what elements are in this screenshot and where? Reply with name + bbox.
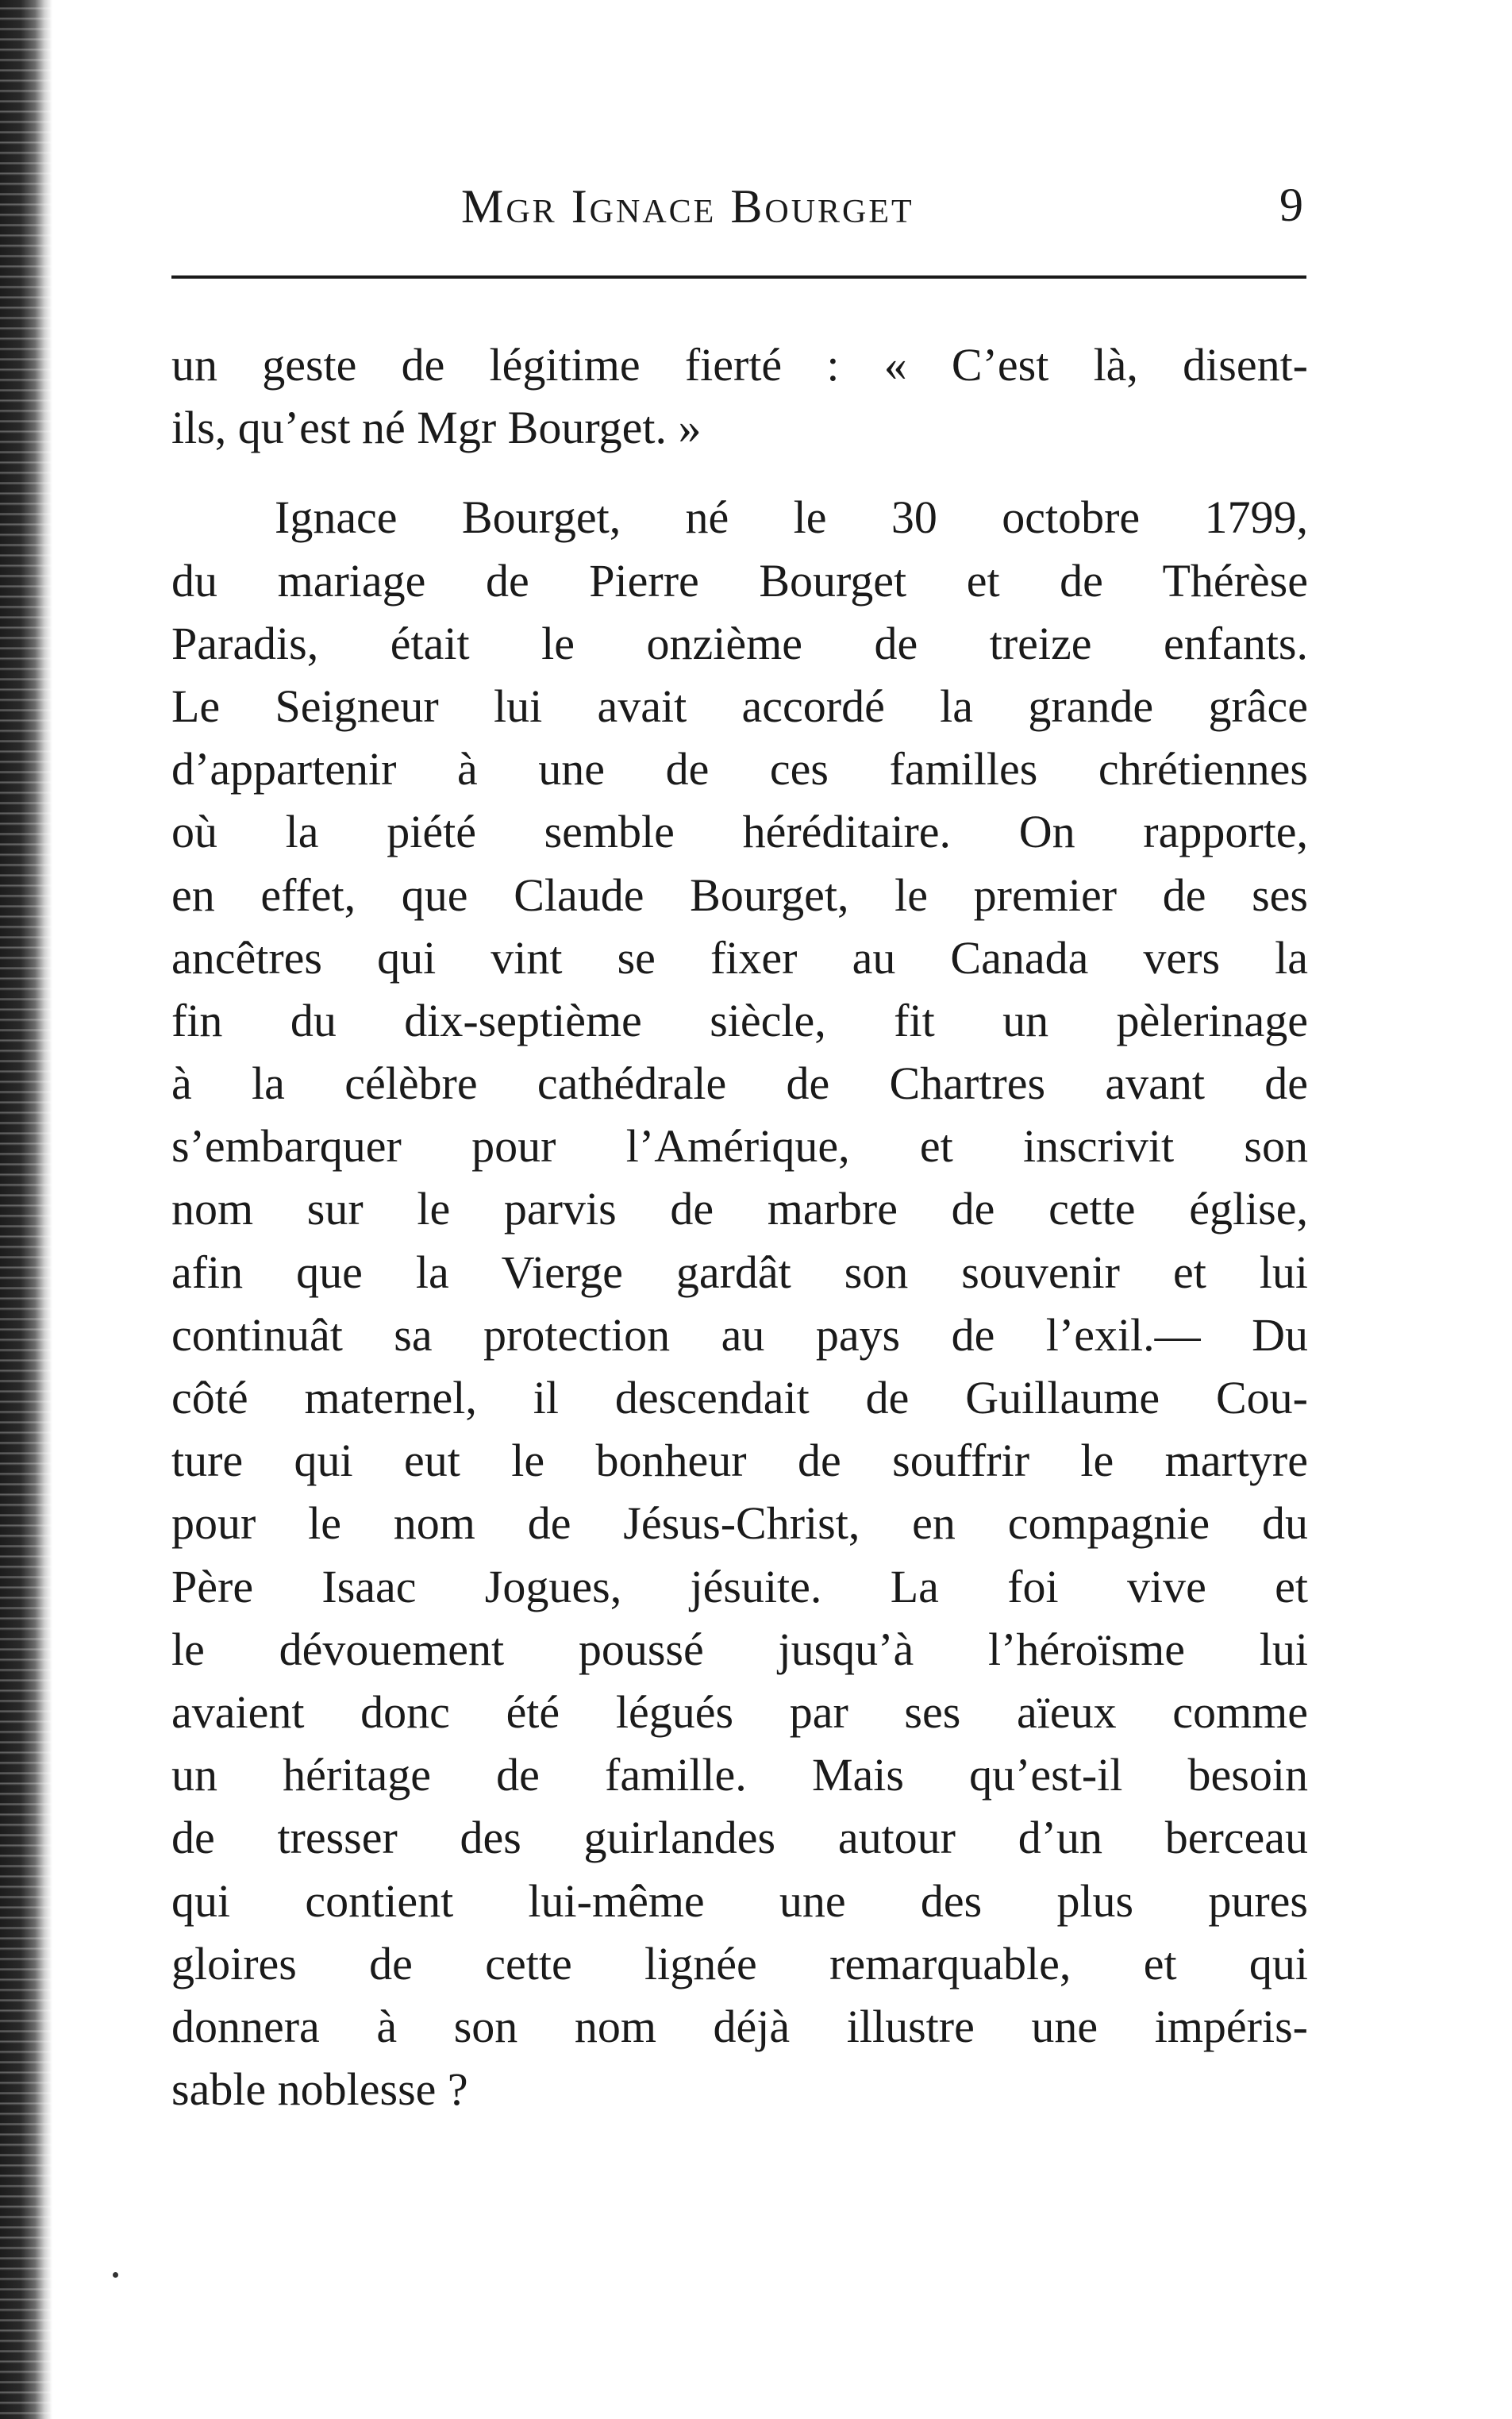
paragraph-gap (171, 459, 1308, 486)
text-line: de tresser des guirlandes autour d’un berceau (171, 1812, 1308, 1864)
text-line: ancêtres qui vint se fixer au Canada vers la (171, 931, 1308, 984)
text-line: sable noblesse ? (171, 2063, 468, 2116)
text-line: du mariage de Pierre Bourget et de Thérèse (171, 554, 1308, 607)
text-line: qui contient lui-même une des plus pures (171, 1874, 1308, 1927)
text-line: Paradis, était le onzième de treize enfants. (171, 617, 1308, 669)
text-line: avaient donc été légués par ses aïeux comme (171, 1685, 1308, 1738)
body-text (171, 333, 1308, 2120)
text-line: pour le nom de Jésus-Christ, en compagnie du (171, 1497, 1308, 1550)
text-line: ture qui eut le bonheur de souffrir le martyre (171, 1435, 1308, 1487)
text-line: un héritage de famille. Mais qu’est-il besoin (171, 1749, 1308, 1801)
text-line: Le Seigneur lui avait accordé la grande grâce (171, 680, 1308, 732)
text-line: Ignace Bourget, né le 30 octobre 1799, (275, 491, 1308, 544)
paragraph-1 (171, 333, 1308, 459)
text-line: en effet, que Claude Bourget, le premier de ses (171, 869, 1308, 921)
text-line: où la piété semble héréditaire. On rapporte, (171, 806, 1308, 858)
ink-speck (113, 2272, 118, 2278)
text-line: d’appartenir à une de ces familles chrétiennes (171, 743, 1308, 795)
text-line: donnera à son nom déjà illustre une impéris- (171, 2000, 1308, 2052)
page-number: 9 (1279, 179, 1303, 231)
paragraph-2 (171, 486, 1308, 2120)
text-line: le dévouement poussé jusqu’à l’héroïsme lui (171, 1623, 1308, 1675)
scanned-binding-edge (0, 0, 52, 2419)
text-line: Père Isaac Jogues, jésuite. La foi vive et (171, 1560, 1308, 1612)
text-line: ils, qu’est né Mgr Bourget. » (171, 402, 702, 454)
text-line: gloires de cette lignée remarquable, et qui (171, 1937, 1308, 1990)
text-line: un geste de légitime fierté : « C’est là, disent- (171, 339, 1308, 391)
header-rule (171, 275, 1306, 279)
running-head (171, 168, 1306, 264)
text-line: continuât sa protection au pays de l’exil.— Du (171, 1308, 1308, 1361)
text-line: s’embarquer pour l’Amérique, et inscrivit son (171, 1120, 1308, 1173)
text-line: fin du dix-septième siècle, fit un pèlerinage (171, 994, 1308, 1046)
text-line: nom sur le parvis de marbre de cette église, (171, 1183, 1308, 1235)
text-line: à la célèbre cathédrale de Chartres avant de (171, 1057, 1308, 1110)
text-line: afin que la Vierge gardât son souvenir et lui (171, 1246, 1308, 1298)
running-title: Mgr Ignace Bourget (461, 180, 914, 233)
text-line: côté maternel, il descendait de Guillaume Cou- (171, 1372, 1308, 1423)
